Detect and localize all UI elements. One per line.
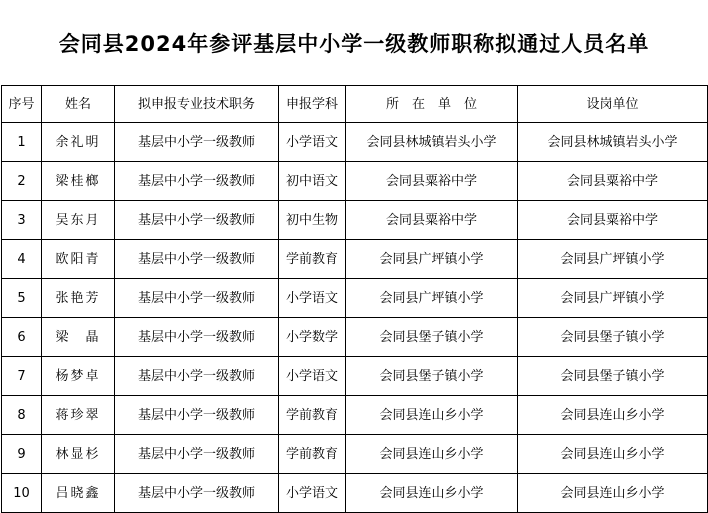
- position-cell: 基层中小学一级教师: [115, 279, 279, 318]
- table-row: [2, 474, 708, 513]
- serial-cell: 4: [2, 240, 42, 279]
- header-current-unit: 所 在 单 位: [346, 86, 518, 123]
- name-cell: 杨梦卓: [42, 357, 115, 396]
- header-post-unit: 设岗单位: [518, 86, 708, 123]
- name-cell: 吴东月: [42, 201, 115, 240]
- table-row: [2, 201, 708, 240]
- header-serial: 序号: [2, 86, 42, 123]
- post-unit-cell: 会同县广坪镇小学: [518, 279, 708, 318]
- current-unit-cell: 会同县广坪镇小学: [346, 240, 518, 279]
- serial-cell: 10: [2, 474, 42, 513]
- table-row: [2, 435, 708, 474]
- serial-cell: 5: [2, 279, 42, 318]
- header-name: 姓名: [42, 86, 115, 123]
- post-unit-cell: 会同县堡子镇小学: [518, 357, 708, 396]
- table-header-row: [2, 86, 708, 123]
- post-unit-cell: 会同县连山乡小学: [518, 435, 708, 474]
- name-cell: 吕晓鑫: [42, 474, 115, 513]
- position-cell: 基层中小学一级教师: [115, 435, 279, 474]
- post-unit-cell: 会同县堡子镇小学: [518, 318, 708, 357]
- current-unit-cell: 会同县连山乡小学: [346, 435, 518, 474]
- serial-cell: 8: [2, 396, 42, 435]
- post-unit-cell: 会同县连山乡小学: [518, 396, 708, 435]
- current-unit-cell: 会同县林城镇岩头小学: [346, 123, 518, 162]
- subject-cell: 初中生物: [279, 201, 346, 240]
- current-unit-cell: 会同县堡子镇小学: [346, 318, 518, 357]
- current-unit-cell: 会同县粟裕中学: [346, 201, 518, 240]
- current-unit-cell: 会同县连山乡小学: [346, 474, 518, 513]
- subject-cell: 学前教育: [279, 435, 346, 474]
- title-bar: [0, 0, 708, 85]
- name-cell: 梁 晶: [42, 318, 115, 357]
- post-unit-cell: 会同县林城镇岩头小学: [518, 123, 708, 162]
- serial-cell: 1: [2, 123, 42, 162]
- post-unit-cell: 会同县广坪镇小学: [518, 240, 708, 279]
- serial-cell: 6: [2, 318, 42, 357]
- name-cell: 梁桂榔: [42, 162, 115, 201]
- position-cell: 基层中小学一级教师: [115, 123, 279, 162]
- post-unit-cell: 会同县粟裕中学: [518, 162, 708, 201]
- subject-cell: 小学语文: [279, 474, 346, 513]
- table-row: [2, 123, 708, 162]
- position-cell: 基层中小学一级教师: [115, 201, 279, 240]
- position-cell: 基层中小学一级教师: [115, 162, 279, 201]
- position-cell: 基层中小学一级教师: [115, 396, 279, 435]
- header-position: 拟申报专业技术职务: [115, 86, 279, 123]
- current-unit-cell: 会同县广坪镇小学: [346, 279, 518, 318]
- document-title: 会同县2024年参评基层中小学一级教师职称拟通过人员名单: [58, 31, 650, 56]
- table-row: [2, 357, 708, 396]
- serial-cell: 2: [2, 162, 42, 201]
- subject-cell: 小学语文: [279, 357, 346, 396]
- post-unit-cell: 会同县粟裕中学: [518, 201, 708, 240]
- subject-cell: 小学语文: [279, 279, 346, 318]
- current-unit-cell: 会同县粟裕中学: [346, 162, 518, 201]
- subject-cell: 小学语文: [279, 123, 346, 162]
- table-row: [2, 279, 708, 318]
- table-row: [2, 396, 708, 435]
- name-cell: 余礼明: [42, 123, 115, 162]
- subject-cell: 学前教育: [279, 240, 346, 279]
- position-cell: 基层中小学一级教师: [115, 357, 279, 396]
- subject-cell: 初中语文: [279, 162, 346, 201]
- position-cell: 基层中小学一级教师: [115, 474, 279, 513]
- current-unit-cell: 会同县堡子镇小学: [346, 357, 518, 396]
- serial-cell: 7: [2, 357, 42, 396]
- name-cell: 蒋珍翠: [42, 396, 115, 435]
- name-cell: 张艳芳: [42, 279, 115, 318]
- position-cell: 基层中小学一级教师: [115, 318, 279, 357]
- name-cell: 欧阳青: [42, 240, 115, 279]
- serial-cell: 9: [2, 435, 42, 474]
- current-unit-cell: 会同县连山乡小学: [346, 396, 518, 435]
- header-subject: 申报学科: [279, 86, 346, 123]
- table-row: [2, 162, 708, 201]
- position-cell: 基层中小学一级教师: [115, 240, 279, 279]
- table-row: [2, 240, 708, 279]
- subject-cell: 小学数学: [279, 318, 346, 357]
- table-body: [2, 123, 708, 513]
- serial-cell: 3: [2, 201, 42, 240]
- post-unit-cell: 会同县连山乡小学: [518, 474, 708, 513]
- teacher-roster-table: [1, 85, 708, 513]
- table-row: [2, 318, 708, 357]
- name-cell: 林显杉: [42, 435, 115, 474]
- subject-cell: 学前教育: [279, 396, 346, 435]
